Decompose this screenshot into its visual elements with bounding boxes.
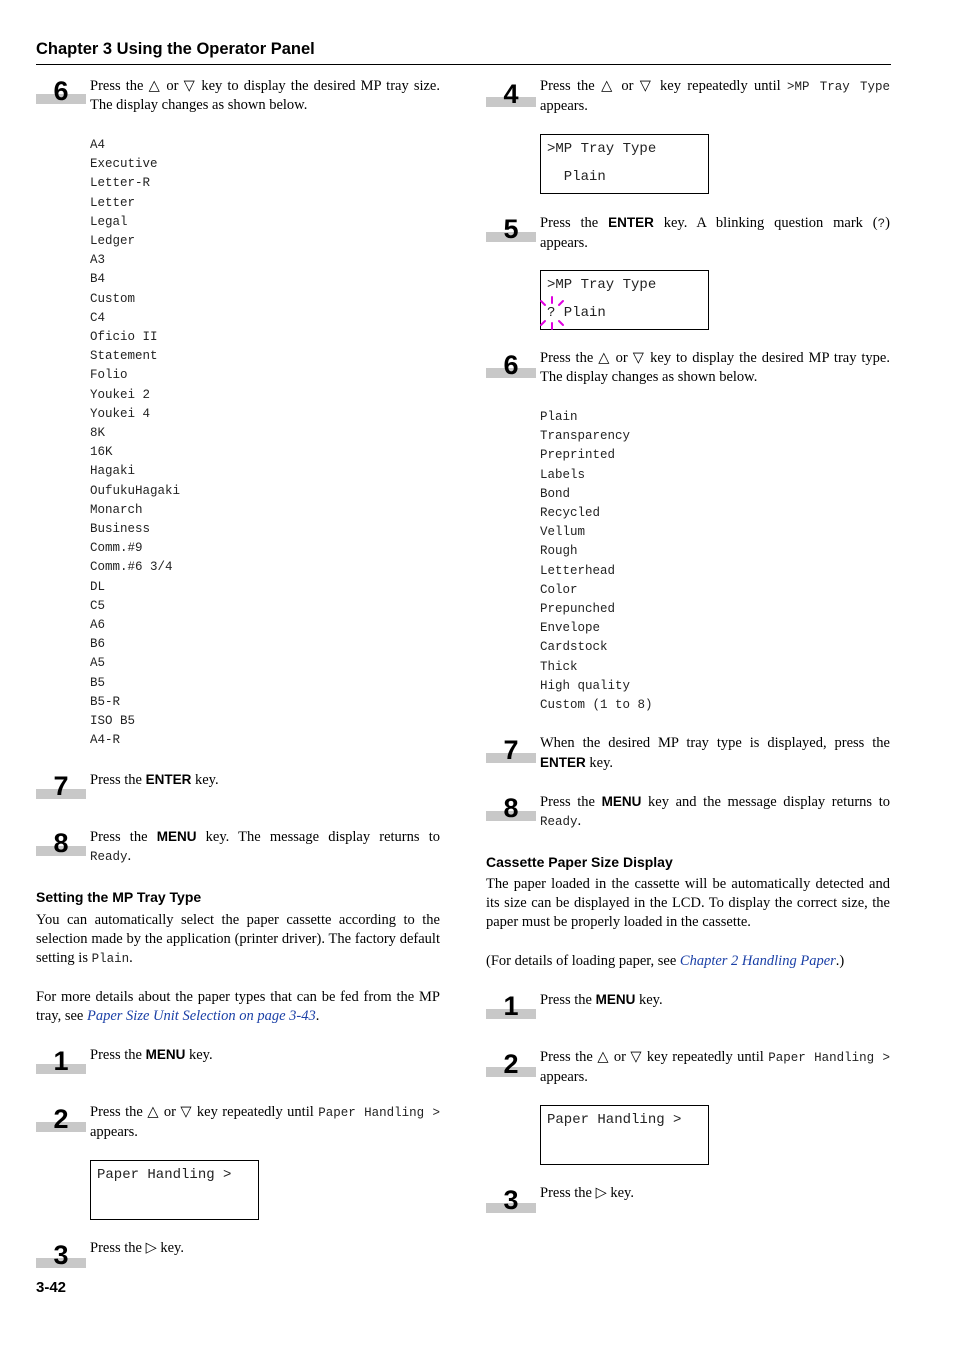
- paper-size-link[interactable]: Paper Size Unit Selection on page 3-43: [87, 1008, 316, 1025]
- step-number-1-cassette: 1: [486, 989, 536, 1019]
- lcd-display-mp-tray-type: >MP Tray Type Plain: [540, 134, 709, 194]
- step-number-7-size: 7: [36, 769, 86, 799]
- size-list-item: Statement: [90, 349, 158, 364]
- step3-type-text: Press the ▷ key.: [90, 1240, 184, 1256]
- type-list-item: Color: [540, 582, 578, 597]
- menu-key-label: MENU: [156, 829, 197, 844]
- step-number-8-type: 8: [486, 791, 536, 821]
- step7-type-text: When the desired MP tray type is displayed, press the ENTER key.: [540, 735, 890, 772]
- type-list-item: Letterhead: [540, 563, 616, 578]
- up-key-symbol: △: [148, 78, 162, 94]
- section-title-cassette-paper-size: Cassette Paper Size Display: [486, 854, 673, 870]
- size-list-item: Executive: [90, 157, 158, 172]
- size-list-item: Folio: [90, 368, 128, 383]
- lcd-display-paper-handling-left: Paper Handling >: [90, 1160, 259, 1220]
- type-list-item: Cardstock: [540, 640, 608, 655]
- size-list-item: Ledger: [90, 234, 136, 249]
- size-list-item: C5: [90, 598, 106, 613]
- type-list-item: Recycled: [540, 506, 601, 521]
- size-list-item: Custom: [90, 291, 136, 306]
- type-list-item: Transparency: [540, 429, 631, 444]
- step8-type-text: Press the MENU key and the message display returns to Ready.: [540, 794, 890, 830]
- step7-size-text: Press the ENTER key.: [90, 772, 219, 788]
- size-list-item: A4-R: [90, 733, 121, 748]
- right-key-symbol: ▷: [145, 1240, 157, 1256]
- size-list-item: Legal: [90, 214, 128, 229]
- type-list-item: Rough: [540, 544, 578, 559]
- lcd-display-mp-tray-type-blinking: >MP Tray Type ? Plain: [540, 270, 709, 330]
- step6-type-text: Press the △ or ▽ key to display the desired MP tray type. The display changes as shown below.: [540, 350, 890, 386]
- lcd-display-paper-handling-right: Paper Handling >: [540, 1105, 709, 1165]
- size-list-item: ISO B5: [90, 714, 136, 729]
- step3-cassette-text: Press the ▷ key.: [540, 1185, 634, 1201]
- step-number-5-type: 5: [486, 212, 536, 242]
- step-number-4-type: 4: [486, 77, 536, 107]
- intro-paragraph-2: For more details about the paper types that can be fed from the MP tray, see Paper Size Unit Selection on page 3-43.: [36, 989, 440, 1025]
- step-number-7-type: 7: [486, 733, 536, 763]
- blinking-cursor-icon: [539, 295, 567, 331]
- size-list-item: B4: [90, 272, 106, 287]
- size-list-item: B5-R: [90, 694, 121, 709]
- type-list-item: Prepunched: [540, 602, 616, 617]
- step8-size-text: Press the MENU key. The message display returns to Ready.: [90, 829, 440, 865]
- section-title-mp-tray-type: Setting the MP Tray Type: [36, 889, 202, 905]
- type-list-item: Labels: [540, 467, 586, 482]
- size-list-item: Business: [90, 522, 151, 537]
- size-list-item: Comm.#6 3/4: [90, 560, 173, 575]
- step-number-1-type: 1: [36, 1044, 86, 1074]
- step2-cassette-text: Press the △ or ▽ key repeatedly until Paper Handling > appears.: [540, 1049, 890, 1086]
- size-list-item: A5: [90, 656, 106, 671]
- size-list-item: Monarch: [90, 502, 143, 517]
- type-list-item: Bond: [540, 486, 571, 501]
- size-list-item: C4: [90, 310, 106, 325]
- step1-type-text: Press the MENU key.: [90, 1047, 213, 1063]
- size-list-item: A3: [90, 253, 106, 268]
- type-list-item: Custom (1 to 8): [540, 698, 653, 713]
- size-list-item: Youkei 2: [90, 387, 151, 402]
- cassette-paragraph: The paper loaded in the cassette will be automatically detected and its size can be displayed in the LCD. To display the correct size, the paper must be properly loaded in the cassette.: [486, 876, 890, 931]
- step5-type-text: Press the ENTER key. A blinking question mark (?) appears.: [540, 215, 890, 252]
- size-list-item: B5: [90, 675, 106, 690]
- step-number-3-cassette: 3: [486, 1183, 536, 1213]
- step4-type-text: Press the △ or ▽ key repeatedly until >MP Tray Type appears.: [540, 78, 890, 115]
- size-list-item: A6: [90, 618, 106, 633]
- type-list-item: Thick: [540, 659, 578, 674]
- page-number: 3-42: [36, 1279, 67, 1296]
- down-key-symbol: ▽: [183, 78, 197, 94]
- step-number-8-size: 8: [36, 826, 86, 856]
- mp-tray-type-list: [540, 408, 653, 715]
- intro-paragraph-1: You can automatically select the paper cassette according to the selection made by the application (printer driver). The factory default setting is Plain.: [36, 912, 440, 967]
- step6-size-text: Press the △ or ▽ key to display the desired MP tray size. The display changes as shown below.: [90, 78, 440, 114]
- step2-type-text: Press the △ or ▽ key repeatedly until Paper Handling > appears.: [90, 1104, 440, 1141]
- size-list-item: Hagaki: [90, 464, 136, 479]
- handling-paper-link[interactable]: Chapter 2 Handling Paper: [679, 953, 836, 969]
- chapter-header: [36, 40, 891, 65]
- size-list-item: DL: [90, 579, 106, 594]
- size-list-item: Letter: [90, 195, 136, 210]
- size-list-item: B6: [90, 637, 106, 652]
- size-list-item: A4: [90, 138, 106, 152]
- step-number-6-size: 6: [36, 74, 86, 104]
- size-list-item: 8K: [90, 426, 106, 441]
- chapter-title: Chapter 3 Using the Operator Panel: [36, 40, 315, 58]
- step-number-2-type: 2: [36, 1102, 86, 1132]
- step-number-6-type: 6: [486, 348, 536, 378]
- enter-key-label: ENTER: [145, 772, 192, 787]
- type-list-item: Preprinted: [540, 448, 616, 463]
- type-list-item: High quality: [540, 678, 631, 693]
- size-list-item: 16K: [90, 445, 113, 460]
- step-number-2-cassette: 2: [486, 1047, 536, 1077]
- type-list-item: Envelope: [540, 621, 601, 636]
- size-list-item: Letter-R: [90, 176, 151, 191]
- size-list-item: OufukuHagaki: [90, 483, 181, 498]
- type-list-item: Plain: [540, 410, 578, 424]
- step-number-3-type: 3: [36, 1238, 86, 1268]
- step1-cassette-text: Press the MENU key.: [540, 992, 663, 1008]
- size-list-item: Comm.#9: [90, 541, 143, 556]
- size-list-item: Oficio II: [90, 330, 158, 345]
- details-paragraph: (For details of loading paper, see Chapter 2 Handling Paper.): [486, 953, 845, 969]
- type-list-item: Vellum: [540, 525, 586, 540]
- mp-tray-size-list: [90, 136, 180, 751]
- size-list-item: Youkei 4: [90, 406, 151, 421]
